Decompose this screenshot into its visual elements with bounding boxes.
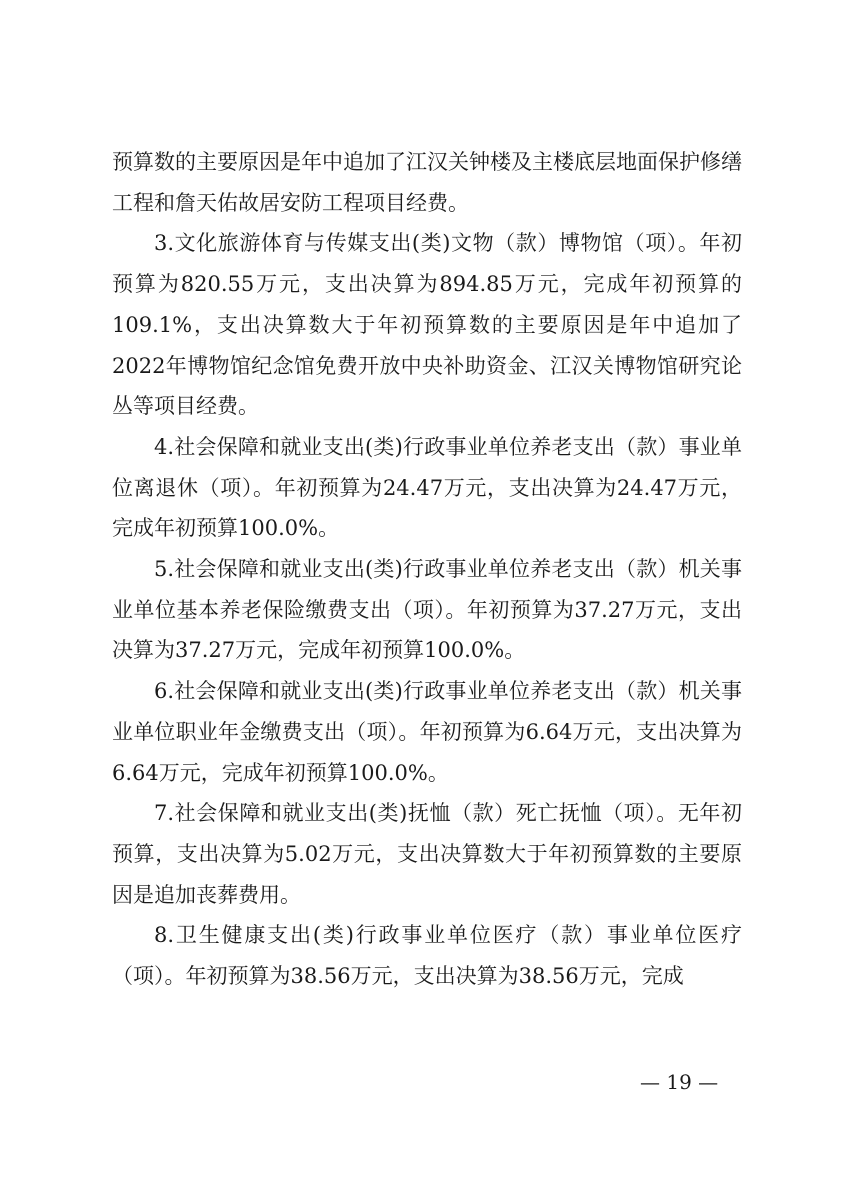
paragraph-item-8: 8.卫生健康支出(类)行政事业单位医疗（款）事业单位医疗（项）。年初预算为38.56万元，支出决算为38.56万元，完成 bbox=[112, 923, 742, 989]
document-body bbox=[112, 142, 742, 997]
paragraph-item-5: 5.社会保障和就业支出(类)行政事业单位养老支出（款）机关事业单位基本养老保险缴费支出（项）。年初预算为37.27万元，支出决算为37.27万元，完成年初预算100.0%。 bbox=[112, 557, 742, 663]
page-number: — 19 — bbox=[640, 1070, 719, 1094]
paragraph-item-3: 3.文化旅游体育与传媒支出(类)文物（款）博物馆（项）。年初预算为820.55万元，支出决算为894.85万元，完成年初预算的109.1%，支出决算数大于年初预算数的主要原因是年中追加了2022年博物馆纪念馆免费开放中央补助资金、江汉关博物馆研究论丛等项目经费。 bbox=[112, 231, 742, 419]
paragraph-item-4: 4.社会保障和就业支出(类)行政事业单位养老支出（款）事业单位离退休（项）。年初预算为24.47万元，支出决算为24.47万元，完成年初预算100.0%。 bbox=[112, 434, 742, 541]
paragraph-continuation: 预算数的主要原因是年中追加了江汉关钟楼及主楼底层地面保护修缮工程和詹天佑故居安防工程项目经费。 bbox=[112, 150, 742, 215]
paragraph-item-7: 7.社会保障和就业支出(类)抚恤（款）死亡抚恤（项）。无年初预算，支出决算为5.02万元，支出决算数大于年初预算数的主要原因是追加丧葬费用。 bbox=[112, 801, 742, 907]
paragraph-item-6: 6.社会保障和就业支出(类)行政事业单位养老支出（款）机关事业单位职业年金缴费支出（项）。年初预算为6.64万元，支出决算为6.64万元，完成年初预算100.0%。 bbox=[112, 679, 742, 785]
